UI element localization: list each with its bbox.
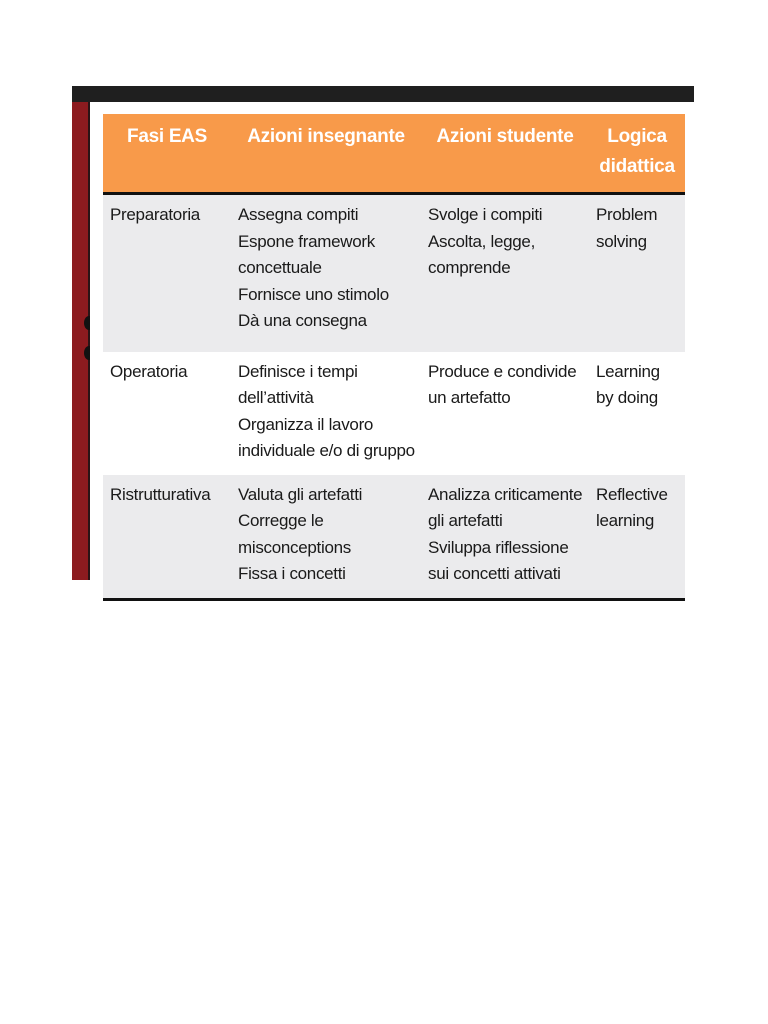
logic-cell: Learning by doing [589, 352, 685, 475]
strip-dot [84, 346, 90, 360]
header-logica-didattica: Logica didattica [589, 114, 685, 194]
logic-cell: Problem solving [589, 194, 685, 352]
embedded-table-image [72, 86, 694, 583]
header-row [103, 114, 685, 194]
top-dark-bar [72, 86, 694, 102]
teacher-cell: Valuta gli artefatti Corregge le misconceptions Fissa i concetti [231, 475, 421, 600]
header-fasi: Fasi EAS [103, 114, 231, 194]
left-red-strip [72, 102, 90, 580]
student-cell: Svolge i compiti Ascolta, legge, comprende [421, 194, 589, 352]
teacher-cell: Assegna compiti Espone framework concettuale Fornisce uno stimolo Dà una consegna [231, 194, 421, 352]
phase-cell: Preparatoria [103, 194, 231, 352]
strip-dot [84, 316, 90, 330]
teacher-cell: Definisce i tempi dell’attività Organizza il lavoro individuale e/o di gruppo [231, 352, 421, 475]
logic-cell: Reflective learning [589, 475, 685, 600]
phase-cell: Operatoria [103, 352, 231, 475]
student-cell: Produce e condivide un artefatto [421, 352, 589, 475]
student-cell: Analizza criticamente gli artefatti Sviluppa riflessione sui concetti attivati [421, 475, 589, 600]
table-row [103, 352, 685, 475]
table-row [103, 475, 685, 600]
phase-cell: Ristrutturativa [103, 475, 231, 600]
eas-table [103, 114, 685, 601]
table-row [103, 194, 685, 352]
header-azioni-insegnante: Azioni insegnante [231, 114, 421, 194]
header-azioni-studente: Azioni studente [421, 114, 589, 194]
